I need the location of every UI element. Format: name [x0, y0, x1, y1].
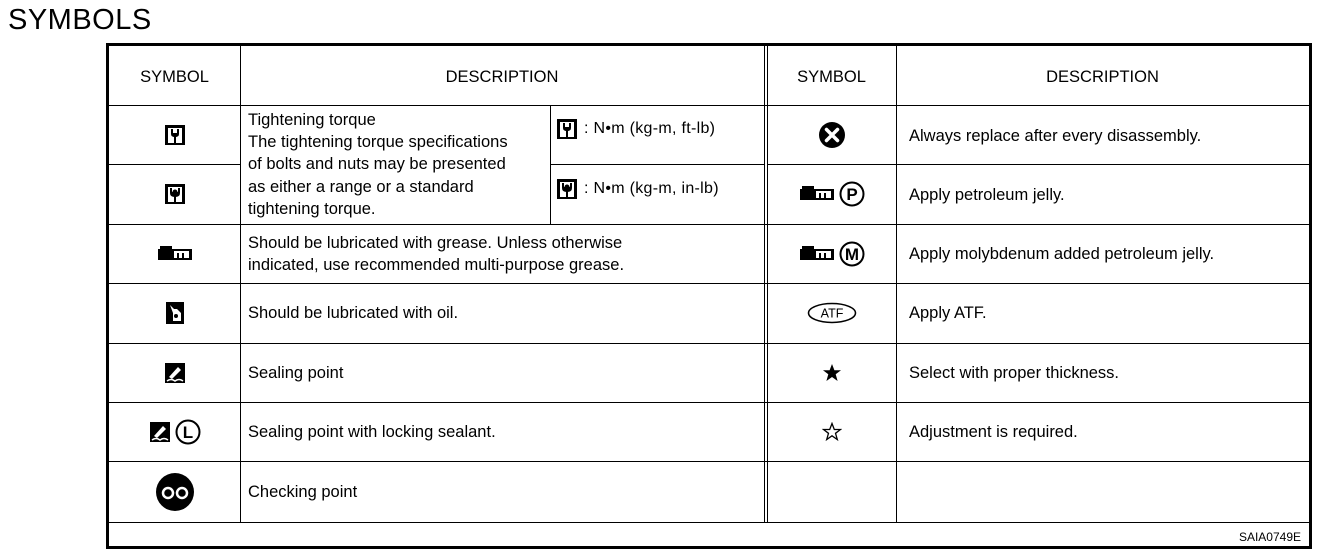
- oil-can-icon: [109, 283, 240, 343]
- adjustment-description: Adjustment is required.: [909, 423, 1078, 441]
- oil-description: Should be lubricated with oil.: [248, 304, 459, 322]
- outline-star-icon: [767, 402, 896, 461]
- description-line: Tightening torque: [248, 111, 376, 129]
- divider: [896, 46, 897, 522]
- torque-description: [248, 109, 508, 220]
- description-line: tightening torque.: [248, 199, 376, 218]
- torque-unit-label: : N•m (kg-m, ft-lb): [584, 120, 716, 137]
- description-line: indicated, use recommended multi-purpose grease.: [248, 256, 625, 274]
- atf-oval-icon: [767, 283, 896, 343]
- symbols-table: [106, 43, 1312, 549]
- grease-icon: [109, 224, 240, 283]
- page-title: SYMBOLS: [8, 4, 152, 36]
- torque-unit-ft-lb: [556, 118, 715, 140]
- header-description-left: DESCRIPTION: [445, 68, 559, 86]
- molybdenum-description: Apply molybdenum added petroleum jelly.: [909, 245, 1215, 263]
- divider: [109, 105, 1309, 106]
- description-line: The tightening torque specifications: [248, 133, 508, 152]
- thickness-description: Select with proper thickness.: [909, 364, 1120, 382]
- svg-text:ATF: ATF: [820, 306, 843, 321]
- letter-m-circle-icon: [839, 241, 865, 267]
- replace-x-icon: [767, 105, 896, 164]
- solid-star-icon: [767, 343, 896, 402]
- header-symbol-right: SYMBOL: [797, 68, 866, 86]
- sealant-locking-symbol: [109, 402, 240, 461]
- sealing-locking-description: Sealing point with locking sealant.: [248, 423, 496, 441]
- header-symbol-left: SYMBOL: [140, 68, 209, 86]
- torque-unit-in-lb: [556, 178, 719, 200]
- molybdenum-jelly-symbol: [767, 224, 896, 283]
- svg-text:L: L: [182, 422, 193, 442]
- grease-description: [248, 232, 624, 276]
- divider: [109, 522, 1309, 523]
- replace-description: Always replace after every disassembly.: [909, 127, 1202, 145]
- header-description-right: DESCRIPTION: [1046, 68, 1159, 86]
- divider: [109, 224, 1309, 225]
- divider: [240, 46, 241, 522]
- description-line: of bolts and nuts may be presented: [248, 155, 506, 174]
- letter-p-circle-icon: [839, 181, 865, 207]
- svg-text:P: P: [845, 185, 858, 204]
- divider: [550, 164, 764, 165]
- sealant-icon: [149, 421, 171, 443]
- divider: [109, 402, 1309, 403]
- divider: [109, 283, 1309, 284]
- checking-eyes-icon: [109, 461, 240, 522]
- sealing-description: Sealing point: [248, 364, 344, 382]
- torque-unit-label: : N•m (kg-m, in-lb): [584, 180, 719, 197]
- letter-l-circle-icon: [175, 419, 201, 445]
- description-line: Should be lubricated with grease. Unless otherwise: [248, 234, 623, 252]
- figure-code: SAIA0749E: [1238, 530, 1301, 544]
- petroleum-jelly-symbol: [767, 164, 896, 224]
- sealant-icon: [109, 343, 240, 402]
- description-line: as either a range or a standard: [248, 177, 474, 196]
- divider: [764, 46, 765, 522]
- torque-wrench-small-icon: [556, 178, 578, 200]
- divider: [109, 343, 1309, 344]
- grease-icon: [799, 246, 835, 262]
- torque-wrench-icon: [109, 105, 240, 164]
- petroleum-description: Apply petroleum jelly.: [909, 186, 1065, 204]
- torque-wrench-icon: [556, 118, 578, 140]
- torque-wrench-small-icon: [109, 164, 240, 224]
- atf-description: Apply ATF.: [909, 304, 987, 322]
- grease-icon: [799, 186, 835, 202]
- checking-description: Checking point: [248, 483, 358, 501]
- divider: [109, 461, 1309, 462]
- svg-text:M: M: [844, 244, 859, 264]
